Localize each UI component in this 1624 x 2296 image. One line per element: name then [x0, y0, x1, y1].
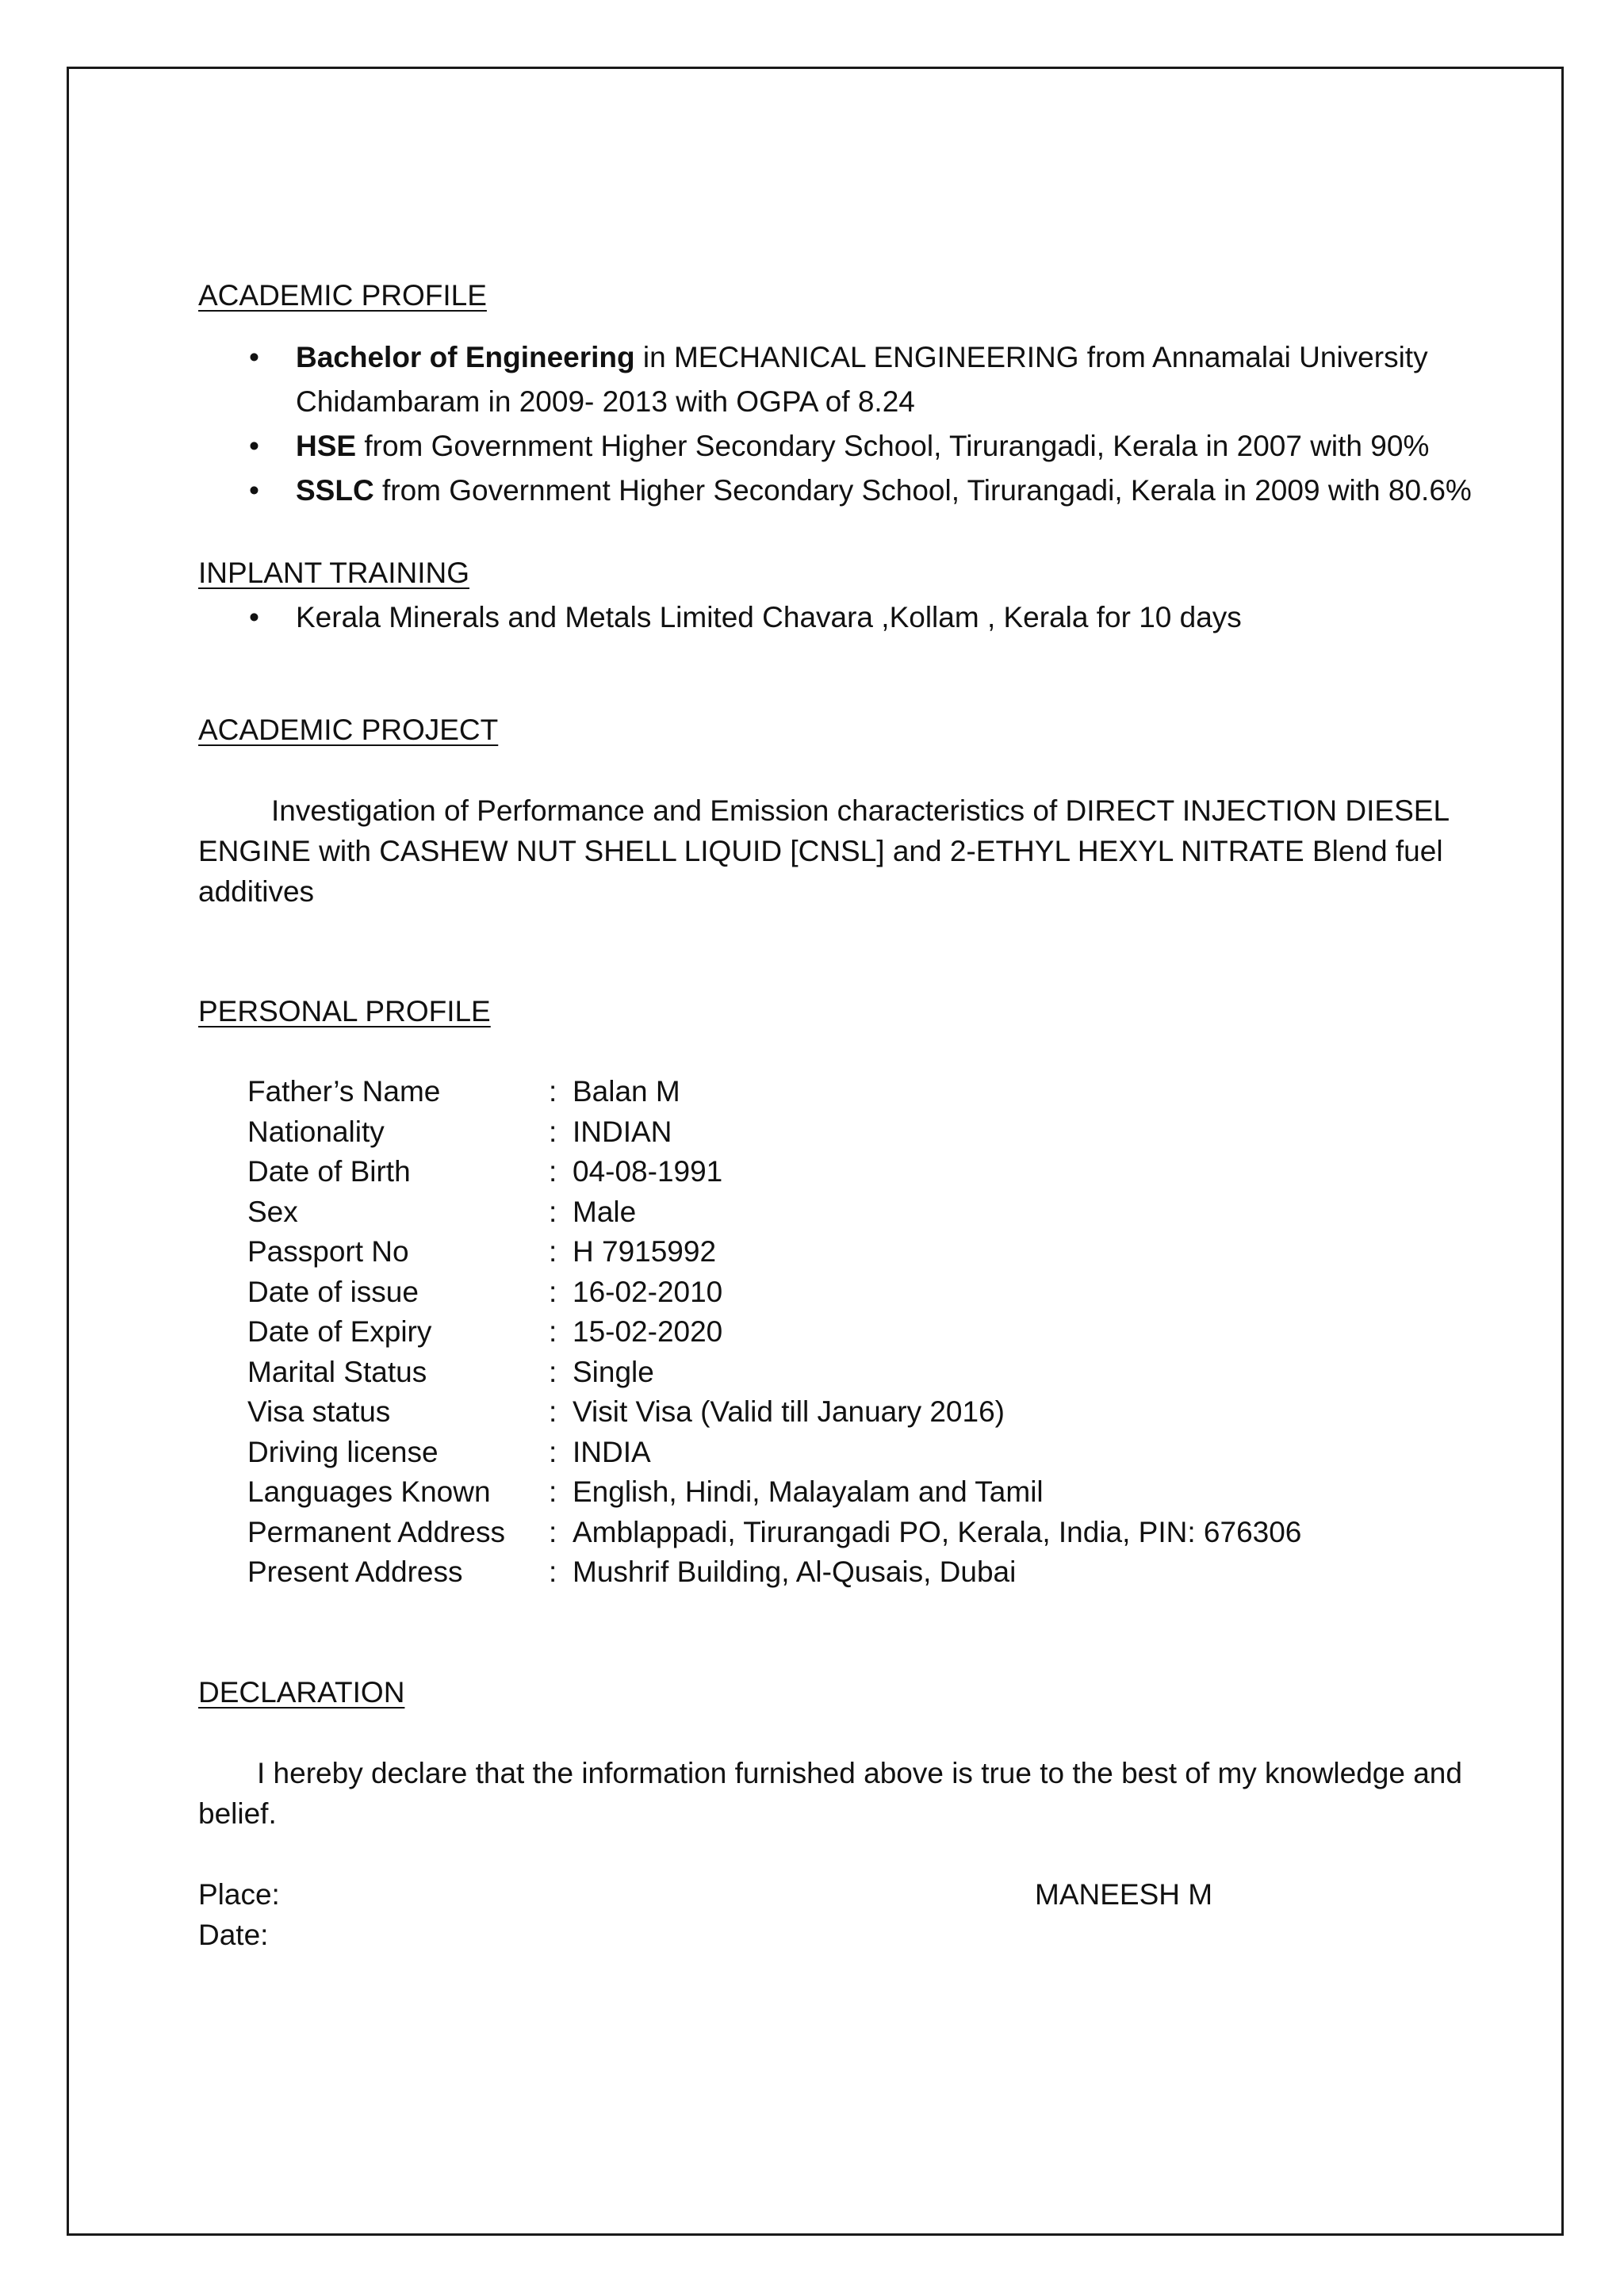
academic-item-degree: SSLC [296, 474, 374, 507]
academic-profile-heading: ACADEMIC PROFILE [198, 279, 487, 312]
personal-label: Sex [247, 1195, 298, 1228]
bullet-icon: • [249, 430, 259, 462]
declaration-heading: DECLARATION [198, 1675, 405, 1709]
personal-row-visa-status [198, 1392, 1483, 1433]
personal-separator: : [549, 1075, 557, 1108]
personal-separator: : [549, 1315, 557, 1348]
personal-row-date-of-birth [198, 1152, 1483, 1192]
personal-separator: : [549, 1195, 557, 1228]
personal-value: Mushrif Building, Al-Qusais, Dubai [573, 1556, 1017, 1588]
inplant-item [198, 595, 1483, 640]
personal-value: Balan M [573, 1075, 680, 1108]
personal-value: 04-08-1991 [573, 1155, 723, 1188]
personal-value: English, Hindi, Malayalam and Tamil [573, 1475, 1044, 1508]
personal-label: Marital Status [247, 1355, 427, 1388]
personal-row-passport-no [198, 1232, 1483, 1272]
personal-label: Visa status [247, 1395, 391, 1428]
personal-separator: : [549, 1115, 557, 1148]
personal-value: Visit Visa (Valid till January 2016) [573, 1395, 1005, 1428]
personal-row-sex [198, 1192, 1483, 1233]
academic-item-text: from Government Higher Secondary School, Tirurangadi, Kerala in 2007 with 90% [356, 430, 1430, 462]
declaration-text: I hereby declare that the information furnished above is true to the best of my knowledge and belief. [198, 1756, 1462, 1830]
inplant-item-text: Kerala Minerals and Metals Limited Chavara ,Kollam , Kerala for 10 days [296, 601, 1242, 633]
inplant-training-list [198, 595, 1483, 640]
personal-separator: : [549, 1355, 557, 1388]
personal-label: Driving license [247, 1435, 439, 1468]
personal-separator: : [549, 1275, 557, 1308]
inplant-training-section [198, 551, 1483, 640]
academic-item-degree: HSE [296, 430, 357, 462]
academic-project-section [198, 708, 1483, 912]
personal-separator: : [549, 1435, 557, 1468]
personal-label: Present Address [247, 1556, 463, 1588]
personal-separator: : [549, 1475, 557, 1508]
inplant-training-heading: INPLANT TRAINING [198, 557, 469, 589]
personal-value: INDIAN [573, 1115, 672, 1148]
personal-label: Date of Expiry [247, 1315, 432, 1348]
academic-item-hse [198, 424, 1483, 469]
personal-label: Permanent Address [247, 1515, 505, 1548]
personal-separator: : [549, 1515, 557, 1548]
personal-details-table [198, 1072, 1483, 1593]
academic-item-text: from Government Higher Secondary School, Tirurangadi, Kerala in 2009 with 80.6% [373, 474, 1472, 507]
signatory-name: MANEESH M [1035, 1877, 1213, 1911]
bullet-icon: • [249, 341, 259, 373]
academic-item-text: in MECHANICAL ENGINEERING from Annamalai University Chidambaram in 2009- 2013 with OGPA of 8.24 [296, 341, 1428, 418]
personal-row-nationality [198, 1112, 1483, 1153]
academic-profile-list [198, 335, 1483, 513]
personal-separator: : [549, 1556, 557, 1588]
academic-project-heading: ACADEMIC PROJECT [198, 714, 499, 746]
personal-row-driving-license [198, 1433, 1483, 1473]
resume-content [198, 274, 1483, 1955]
personal-row-fathers-name [198, 1072, 1483, 1112]
personal-label: Date of Birth [247, 1155, 411, 1188]
personal-value: INDIA [573, 1435, 651, 1468]
personal-separator: : [549, 1395, 557, 1428]
personal-label: Passport No [247, 1235, 409, 1268]
declaration-section [198, 1670, 1483, 1955]
academic-profile-section [198, 274, 1483, 513]
personal-row-date-of-issue [198, 1272, 1483, 1313]
personal-profile-section [198, 989, 1483, 1593]
academic-project-description: Investigation of Performance and Emission characteristics of DIRECT INJECTION DIESEL ENGINE with CASHEW NUT SHELL LIQUID [CNSL] and 2-ETHYL HEXYL NITRATE Blend fuel additives [198, 794, 1449, 908]
place-label: Place: [198, 1877, 280, 1911]
academic-item-sslc [198, 469, 1483, 513]
personal-value: Male [573, 1195, 637, 1228]
academic-item-degree: Bachelor of Engineering [296, 341, 635, 373]
personal-row-languages-known [198, 1472, 1483, 1513]
personal-value: 15-02-2020 [573, 1315, 723, 1348]
personal-value: 16-02-2010 [573, 1275, 723, 1308]
personal-value: Amblappadi, Tirurangadi PO, Kerala, India, PIN: 676306 [573, 1515, 1302, 1548]
personal-row-date-of-expiry [198, 1312, 1483, 1353]
personal-separator: : [549, 1235, 557, 1268]
personal-label: Date of issue [247, 1275, 419, 1308]
personal-label: Languages Known [247, 1475, 491, 1508]
date-label: Date: [198, 1918, 269, 1951]
personal-profile-heading: PERSONAL PROFILE [198, 995, 491, 1027]
personal-row-marital-status [198, 1353, 1483, 1393]
personal-separator: : [549, 1155, 557, 1188]
personal-row-permanent-address [198, 1513, 1483, 1553]
personal-value: Single [573, 1355, 654, 1388]
academic-item-be [198, 335, 1483, 424]
signature-block [198, 1874, 1483, 1955]
personal-label: Nationality [247, 1115, 385, 1148]
bullet-icon: • [249, 601, 259, 633]
personal-label: Father’s Name [247, 1075, 441, 1108]
bullet-icon: • [249, 474, 259, 507]
personal-row-present-address [198, 1552, 1483, 1593]
personal-value: H 7915992 [573, 1235, 717, 1268]
